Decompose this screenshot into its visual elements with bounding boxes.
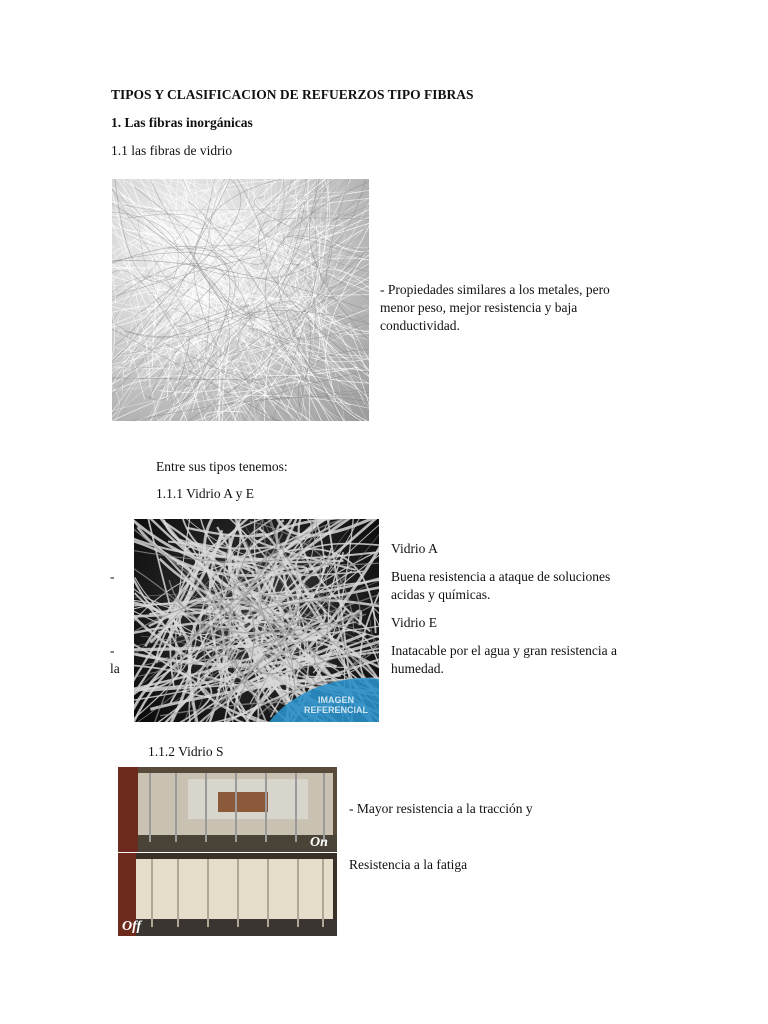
sem-micrograph-image bbox=[134, 519, 379, 722]
fiber-description-line: - Propiedades similares a los metales, pero bbox=[380, 282, 610, 297]
vidrio-a-title: Vidrio A bbox=[391, 541, 438, 556]
vidrio-s-description-line: - Mayor resistencia a la tracción y bbox=[349, 801, 533, 816]
section-heading: 1. Las fibras inorgánicas bbox=[111, 115, 253, 130]
subsection-heading: 1.1 las fibras de vidrio bbox=[111, 143, 233, 158]
vidrio-a-description-line: Buena resistencia a ataque de soluciones bbox=[391, 569, 611, 584]
vidrio-a-description-line: acidas y químicas. bbox=[391, 587, 491, 602]
subsection-heading: 1.1.2 Vidrio S bbox=[148, 744, 224, 759]
document-title: TIPOS Y CLASIFICACION DE REFUERZOS TIPO FIBRAS bbox=[111, 87, 474, 102]
vidrio-e-description-line: Inatacable por el agua y gran resistencia a bbox=[391, 643, 618, 658]
smart-glass-doors-image bbox=[118, 767, 337, 936]
glass-fiber-mat-image bbox=[112, 179, 369, 421]
stray-dash: - bbox=[110, 569, 115, 584]
fiber-description-line: menor peso, mejor resistencia y baja bbox=[380, 300, 578, 315]
types-intro: Entre sus tipos tenemos: bbox=[156, 459, 288, 474]
vidrio-s-description-line: Resistencia a la fatiga bbox=[349, 857, 468, 872]
stray-dash: - bbox=[110, 643, 115, 658]
subsection-heading: 1.1.1 Vidrio A y E bbox=[156, 486, 254, 501]
off-label: Off bbox=[122, 919, 142, 934]
image-watermark: IMAGEN REFERENCIAL bbox=[304, 695, 369, 715]
vidrio-e-title: Vidrio E bbox=[391, 615, 438, 630]
fiber-description-line: conductividad. bbox=[380, 318, 460, 333]
on-label: On bbox=[310, 835, 328, 850]
vidrio-e-description-line: humedad. bbox=[391, 661, 444, 676]
stray-text: la bbox=[110, 661, 120, 676]
